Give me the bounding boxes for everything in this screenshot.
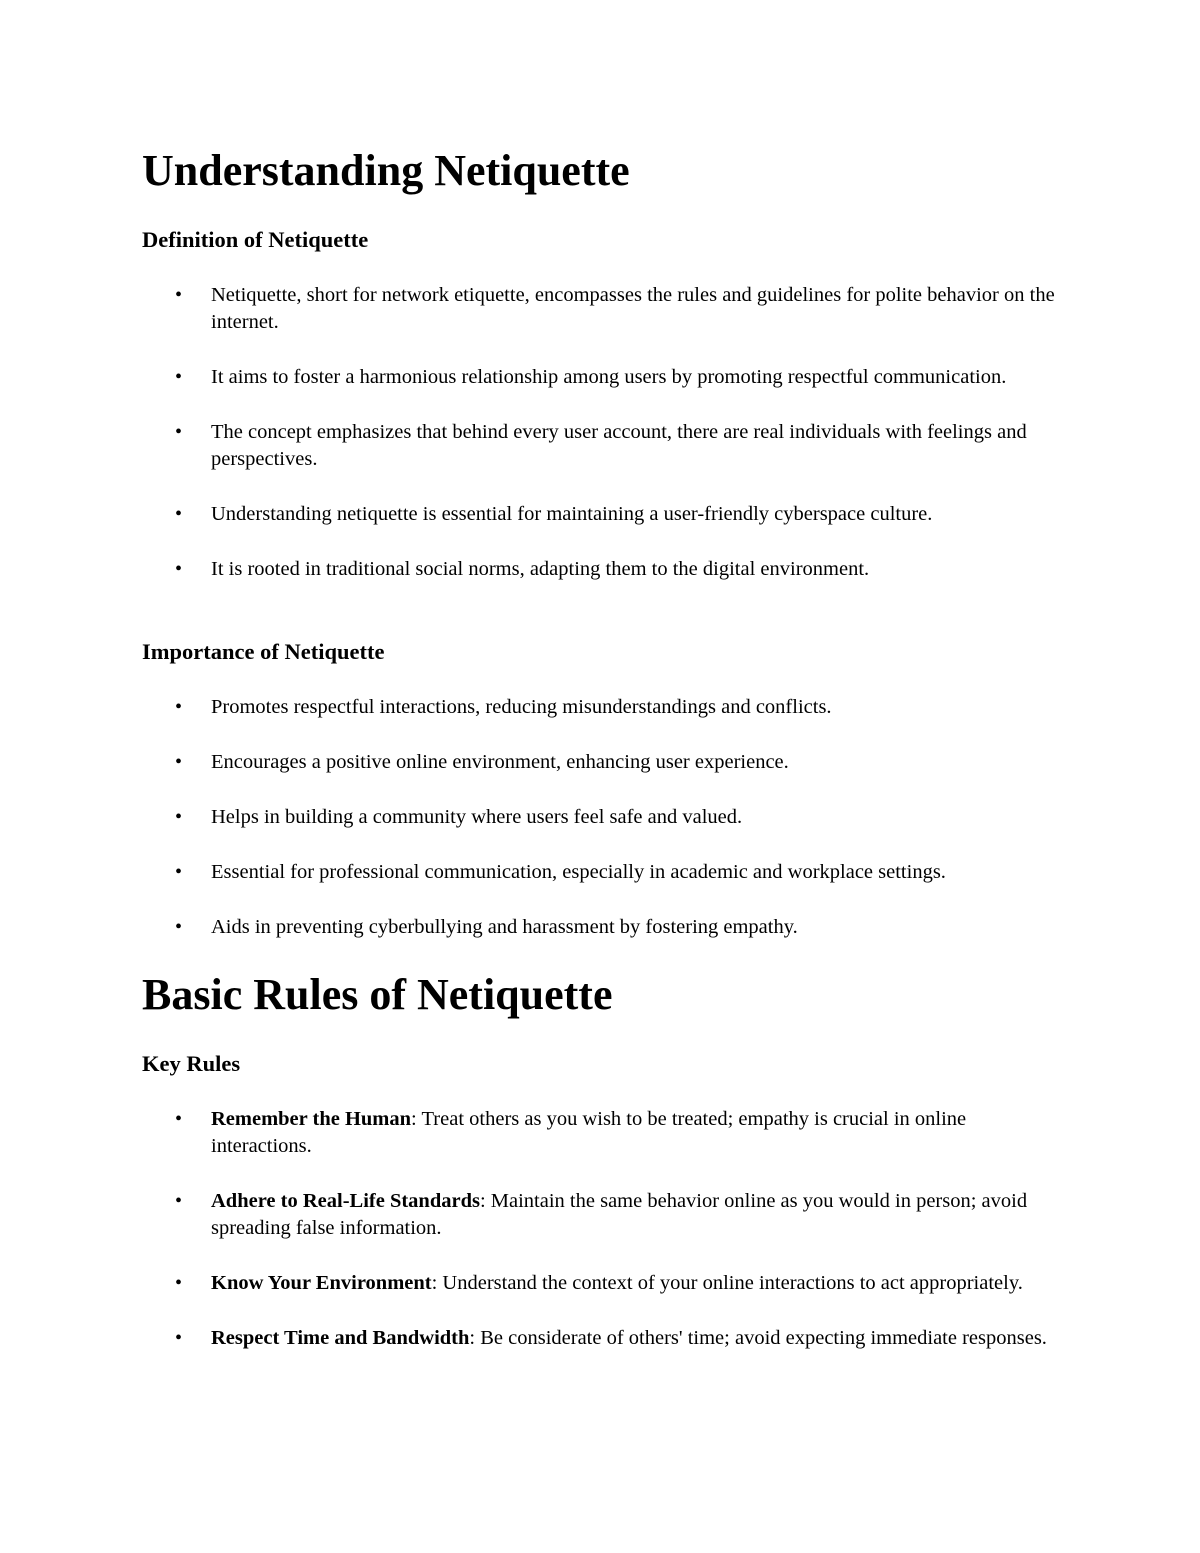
bullet-icon: • [175,696,183,718]
bullet-icon: • [175,421,183,443]
rule-text: : Be considerate of others' time; avoid expecting immediate responses. [469,1327,1047,1349]
bullet-icon: • [175,1190,183,1212]
rule-term: Remember the Human [211,1108,412,1130]
key-rules-list [142,1106,1072,1352]
list-item: • Aids in preventing cyberbullying and harassment by fostering empathy. [142,914,946,941]
section-title-basic-rules: Basic Rules of Netiquette [142,970,613,1019]
subheading-key-rules: Key Rules [142,1051,241,1076]
list-item [142,1106,1072,1160]
list-item: • Helps in building a community where users feel safe and valued. [142,804,946,831]
list-item: • Understanding netiquette is essential for maintaining a user-friendly cyberspace culture. [142,501,1072,528]
section-title-understanding: Understanding Netiquette [142,146,630,195]
bullet-icon: • [175,861,183,883]
list-item: • The concept emphasizes that behind every user account, there are real individuals with feelings and perspectives. [175,421,1027,470]
bullet-icon: • [175,1272,183,1294]
bullet-icon: • [175,366,183,388]
list-item: • It aims to foster a harmonious relationship among users by promoting respectful communication. [142,364,1072,391]
list-item: • Encourages a positive online environment, enhancing user experience. [142,749,946,776]
rule-text: : Treat others as you wish to be treated; empathy is crucial in online interactions. [211,1108,967,1157]
rule-term: Adhere to Real-Life Standards [211,1190,480,1212]
subheading-importance: Importance of Netiquette [142,639,385,664]
rule-term: Respect Time and Bandwidth [211,1327,470,1349]
list-item [142,1188,1072,1242]
importance-list [142,694,946,941]
bullet-icon: • [175,558,183,580]
bullet-icon: • [175,916,183,938]
list-item: • Promotes respectful interactions, reducing misunderstandings and conflicts. [142,694,946,721]
list-item [142,1325,1072,1352]
bullet-icon: • [175,1108,183,1130]
bullet-icon: • [175,806,183,828]
rule-text: : Maintain the same behavior online as you would in person; avoid spreading false information. [211,1190,1028,1239]
list-item [142,1270,1072,1297]
bullet-icon: • [175,284,183,306]
rule-term: Know Your Environment [211,1272,432,1294]
bullet-icon: • [175,751,183,773]
rule-text: : Understand the context of your online interactions to act appropriately. [431,1272,1023,1294]
list-item: • Netiquette, short for network etiquette, encompasses the rules and guidelines for polite behavior on the internet. [175,284,1055,333]
list-item: • Essential for professional communication, especially in academic and workplace settings. [142,859,946,886]
subheading-definition: Definition of Netiquette [142,227,369,252]
bullet-icon: • [175,503,183,525]
definition-list [142,282,1072,583]
bullet-icon: • [175,1327,183,1349]
list-item: • It is rooted in traditional social norms, adapting them to the digital environment. [142,556,1072,583]
